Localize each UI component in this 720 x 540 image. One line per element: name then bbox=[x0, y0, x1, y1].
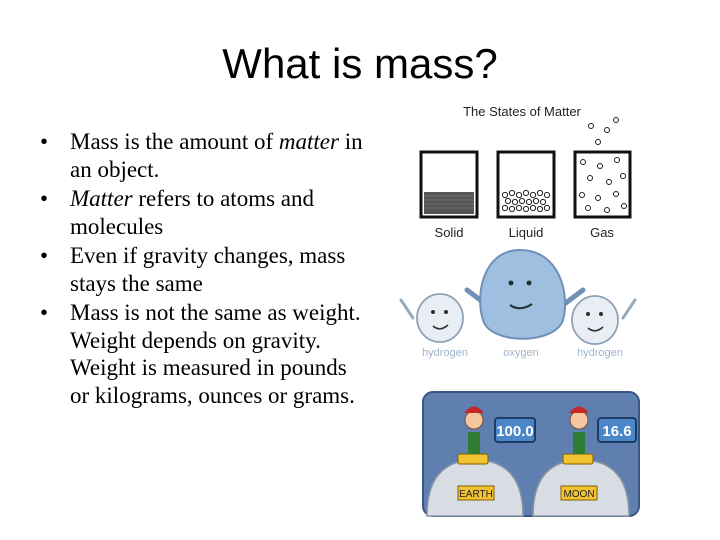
molecule-label-hydrogen: hydrogen bbox=[422, 347, 468, 359]
bullet-item bbox=[40, 299, 370, 409]
earth-label: EARTH bbox=[459, 489, 493, 500]
bullet-text: in an object. bbox=[70, 129, 363, 182]
molecule-label-hydrogen: hydrogen bbox=[577, 347, 623, 359]
molecule-label-oxygen: oxygen bbox=[503, 347, 539, 359]
hydrogen-character-icon bbox=[401, 294, 463, 342]
liquid-container-icon bbox=[498, 152, 554, 217]
earth-scale-reading: 100.0 bbox=[496, 423, 534, 440]
gas-container-icon bbox=[575, 118, 630, 218]
bullet-item bbox=[40, 242, 370, 297]
state-label-solid: Solid bbox=[434, 225, 464, 240]
earth-moon-scale-panel bbox=[423, 392, 639, 516]
bullet-text: Even if gravity changes, mass stays the same bbox=[70, 243, 346, 296]
hydrogen-character-icon bbox=[572, 296, 635, 344]
oxygen-character-icon bbox=[467, 250, 583, 339]
slide-title: What is mass? bbox=[222, 40, 498, 87]
solid-container-icon bbox=[421, 152, 477, 217]
state-label-liquid: Liquid bbox=[508, 225, 544, 240]
bullet-item bbox=[40, 185, 370, 240]
states-of-matter-illustration bbox=[395, 100, 640, 520]
bullet-emphasis: matter bbox=[278, 129, 339, 154]
bullet-list bbox=[40, 128, 370, 411]
bullet-emphasis: Matter bbox=[70, 186, 133, 211]
bullet-item bbox=[40, 128, 370, 183]
bullet-text: refers to atoms and molecules bbox=[70, 186, 314, 239]
bullet-text: Mass is not the same as weight. Weight depends on gravity. Weight is measured in pounds or kilograms, ounces or grams. bbox=[70, 300, 361, 408]
moon-scale-reading: 16.6 bbox=[602, 423, 632, 440]
state-label-gas: Gas bbox=[590, 225, 614, 240]
moon-label: MOON bbox=[563, 489, 595, 500]
states-title: The States of Matter bbox=[463, 104, 581, 119]
bullet-text: Mass is the amount of bbox=[70, 129, 279, 154]
